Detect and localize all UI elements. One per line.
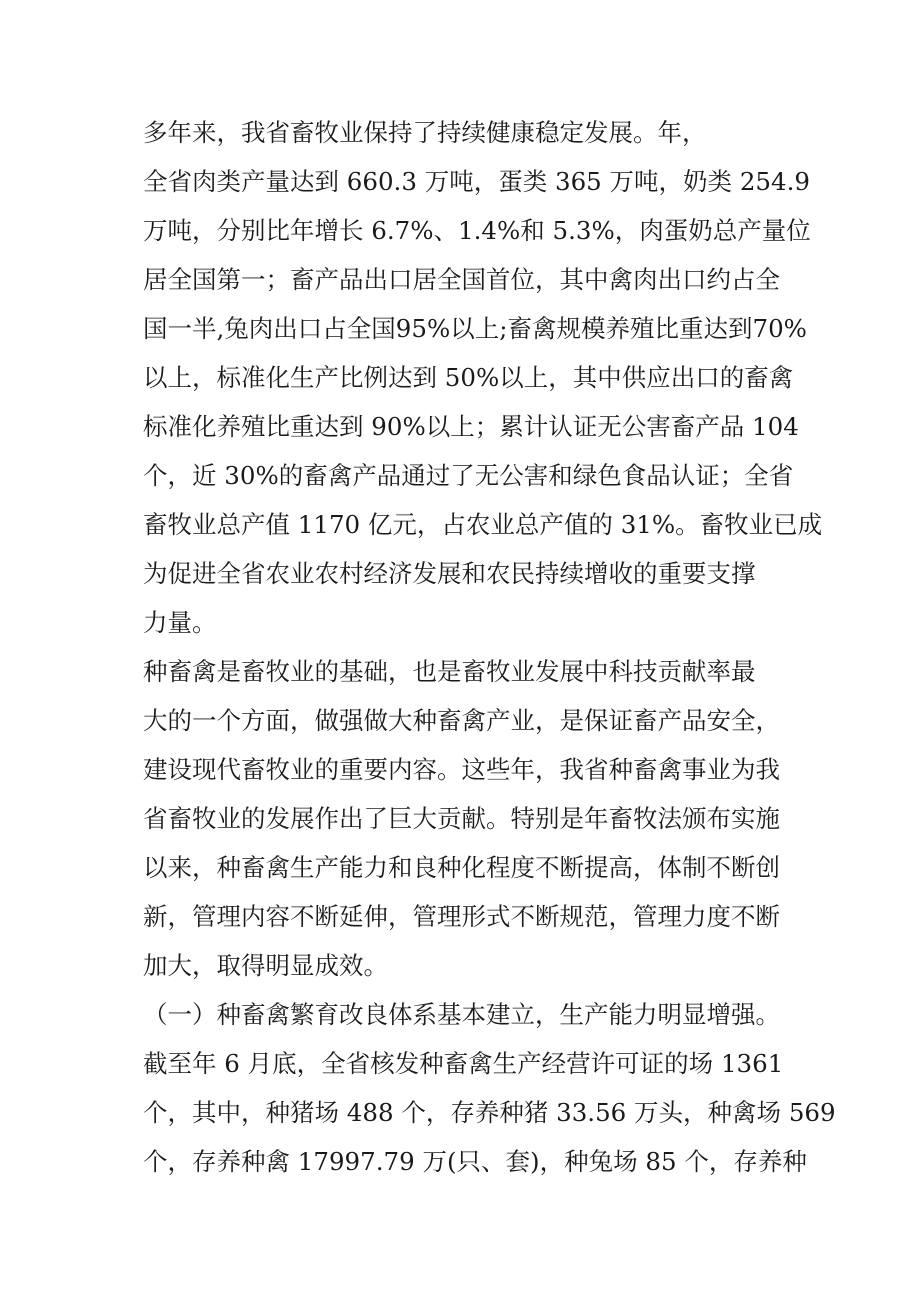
paragraph-3-line-3: 个，其中，种猪场 488 个，存养种猪 33.56 万头，种禽场 569 xyxy=(143,1098,836,1127)
paragraph-1-line-1: 多年来，我省畜牧业保持了持续健康稳定发展。年， xyxy=(143,118,707,147)
paragraph-2-line-4: 省畜牧业的发展作出了巨大贡献。特别是年畜牧法颁布实施 xyxy=(143,804,780,833)
paragraph-1-line-5: 国一半,兔肉出口占全国95%以上;畜禽规模养殖比重达到70% xyxy=(143,314,807,343)
paragraph-3-heading: （一）种畜禽繁育改良体系基本建立，生产能力明显增强。 xyxy=(143,1000,780,1029)
paragraph-3-line-4: 个，存养种禽 17997.79 万(只、套)，种兔场 85 个，存养种 xyxy=(143,1147,807,1176)
paragraph-1-line-9: 畜牧业总产值 1170 亿元，占农业总产值的 31%。畜牧业已成 xyxy=(143,510,823,539)
paragraph-1-line-10: 为促进全省农业农村经济发展和农民持续增收的重要支撑 xyxy=(143,559,756,588)
paragraph-1-line-2: 全省肉类产量达到 660.3 万吨，蛋类 365 万吨，奶类 254.9 xyxy=(143,167,810,196)
paragraph-1-line-4: 居全国第一；畜产品出口居全国首位，其中禽肉出口约占全 xyxy=(143,265,780,294)
paragraph-1-line-3: 万吨，分别比年增长 6.7%、1.4%和 5.3%，肉蛋奶总产量位 xyxy=(143,216,811,245)
paragraph-2-line-6: 新，管理内容不断延伸，管理形式不断规范，管理力度不断 xyxy=(143,902,780,931)
paragraph-2-line-3: 建设现代畜牧业的重要内容。这些年，我省种畜禽事业为我 xyxy=(143,755,780,784)
paragraph-1-line-7: 标准化养殖比重达到 90%以上；累计认证无公害畜产品 104 xyxy=(143,412,799,441)
paragraph-3-line-2: 截至年 6 月底，全省核发种畜禽生产经营许可证的场 1361 xyxy=(143,1049,784,1078)
paragraph-2-line-2: 大的一个方面，做强做大种畜禽产业，是保证畜产品安全， xyxy=(143,706,780,735)
paragraph-1-line-8: 个，近 30%的畜禽产品通过了无公害和绿色食品认证；全省 xyxy=(143,461,794,490)
paragraph-1-line-11: 力量。 xyxy=(143,608,217,637)
paragraph-1-line-6: 以上，标准化生产比例达到 50%以上，其中供应出口的畜禽 xyxy=(143,363,794,392)
paragraph-2-line-1: 种畜禽是畜牧业的基础，也是畜牧业发展中科技贡献率最 xyxy=(143,657,756,686)
paragraph-2-line-7: 加大，取得明显成效。 xyxy=(143,951,388,980)
paragraph-2-line-5: 以来，种畜禽生产能力和良种化程度不断提高，体制不断创 xyxy=(143,853,780,882)
